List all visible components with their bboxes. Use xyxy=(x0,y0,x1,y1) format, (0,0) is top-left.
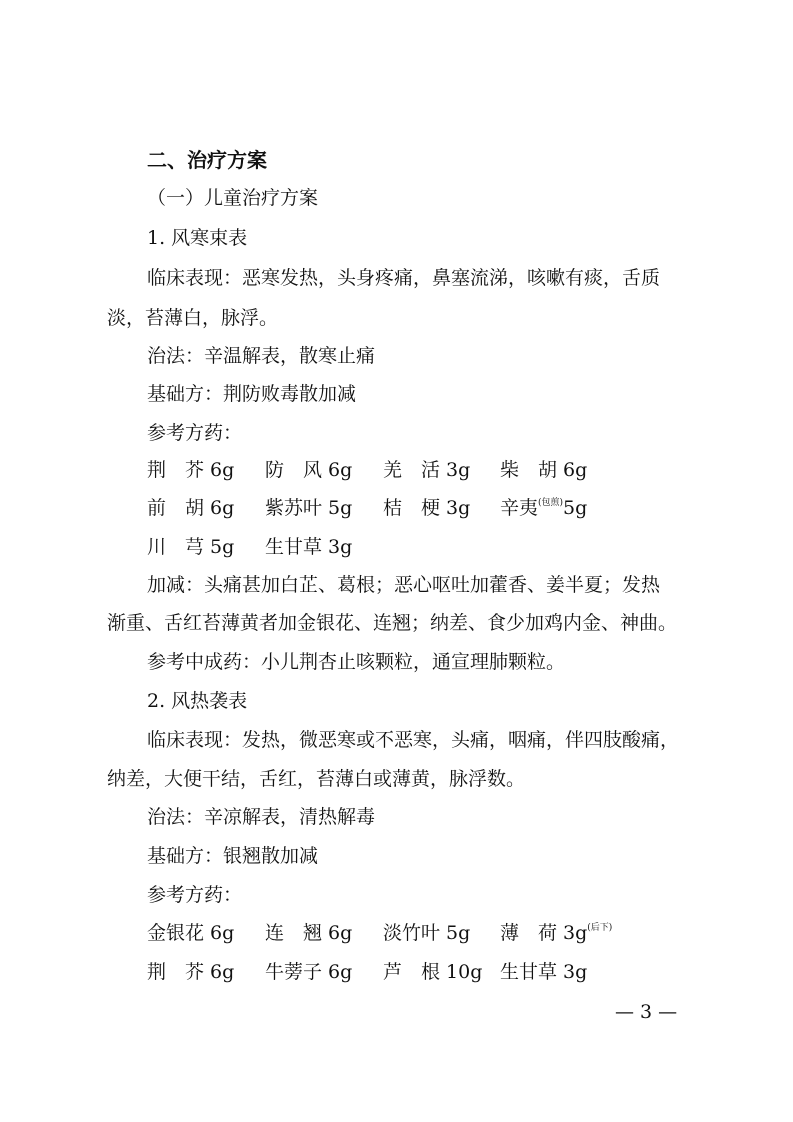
type1-base-formula: 基础方：荆防败毒散加减 xyxy=(147,383,357,405)
herb-item: 紫苏叶 5g xyxy=(265,497,353,519)
type2-treatment: 治法：辛凉解表，清热解毒 xyxy=(147,806,376,828)
herb-item xyxy=(500,921,612,945)
type1-herbs-label: 参考方药： xyxy=(147,422,243,444)
type1-clinical-line1: 临床表现：恶寒发热，头身疼痛，鼻塞流涕，咳嗽有痰，舌质 xyxy=(147,267,661,289)
herb-item: 淡竹叶 5g xyxy=(383,922,471,944)
herb-dose: 5g xyxy=(563,497,588,519)
type2-clinical-line2: 纳差，大便干结，舌红，苔薄白或薄黄，脉浮数。 xyxy=(107,768,526,790)
type1-patent-medicine: 参考中成药：小儿荆杏止咳颗粒，通宣理肺颗粒。 xyxy=(147,651,566,673)
herb-item: 金银花 6g xyxy=(147,922,235,944)
section-title: 二、治疗方案 xyxy=(147,148,267,172)
herb-item: 防 风 6g xyxy=(265,459,353,481)
herb-name: 薄 荷 3g xyxy=(500,922,588,944)
herb-item: 荆 芥 6g xyxy=(147,459,235,481)
herb-item: 荆 芥 6g xyxy=(147,961,235,983)
type1-treatment: 治法：辛温解表，散寒止痛 xyxy=(147,345,376,367)
herb-item: 生甘草 3g xyxy=(500,961,588,983)
type2-clinical-line1: 临床表现：发热，微恶寒或不恶寒，头痛，咽痛，伴四肢酸痛， xyxy=(147,729,680,751)
herb-item: 川 芎 5g xyxy=(147,536,235,558)
herb-item: 生甘草 3g xyxy=(265,536,353,558)
page-number: — 3 — xyxy=(615,1001,678,1023)
herb-item: 羌 活 3g xyxy=(383,459,471,481)
herb-item: 牛蒡子 6g xyxy=(265,961,353,983)
type1-modify-line2: 渐重、舌红苔薄黄者加金银花、连翘；纳差、食少加鸡内金、神曲。 xyxy=(107,612,678,634)
herb-item: 前 胡 6g xyxy=(147,497,235,519)
type1-modify-line1: 加减：头痛甚加白芷、葛根；恶心呕吐加藿香、姜半夏；发热 xyxy=(147,574,661,596)
type1-clinical-line2: 淡，苔薄白，脉浮。 xyxy=(107,307,279,329)
herb-name: 辛夷 xyxy=(500,497,539,519)
herb-note: (后下) xyxy=(587,923,613,933)
herb-item: 桔 梗 3g xyxy=(383,497,471,519)
subsection-title: （一）儿童治疗方案 xyxy=(147,187,319,209)
type2-herbs-label: 参考方药： xyxy=(147,884,243,906)
herb-note: (包煎) xyxy=(538,498,564,508)
type2-base-formula: 基础方：银翘散加减 xyxy=(147,845,319,867)
herb-item: 芦 根 10g xyxy=(383,961,483,983)
herb-item: 连 翘 6g xyxy=(265,922,353,944)
type2-title: 2. 风热袭表 xyxy=(147,690,248,712)
herb-item xyxy=(500,496,587,520)
herb-item: 柴 胡 6g xyxy=(500,459,588,481)
type1-title: 1. 风寒束表 xyxy=(147,227,248,249)
